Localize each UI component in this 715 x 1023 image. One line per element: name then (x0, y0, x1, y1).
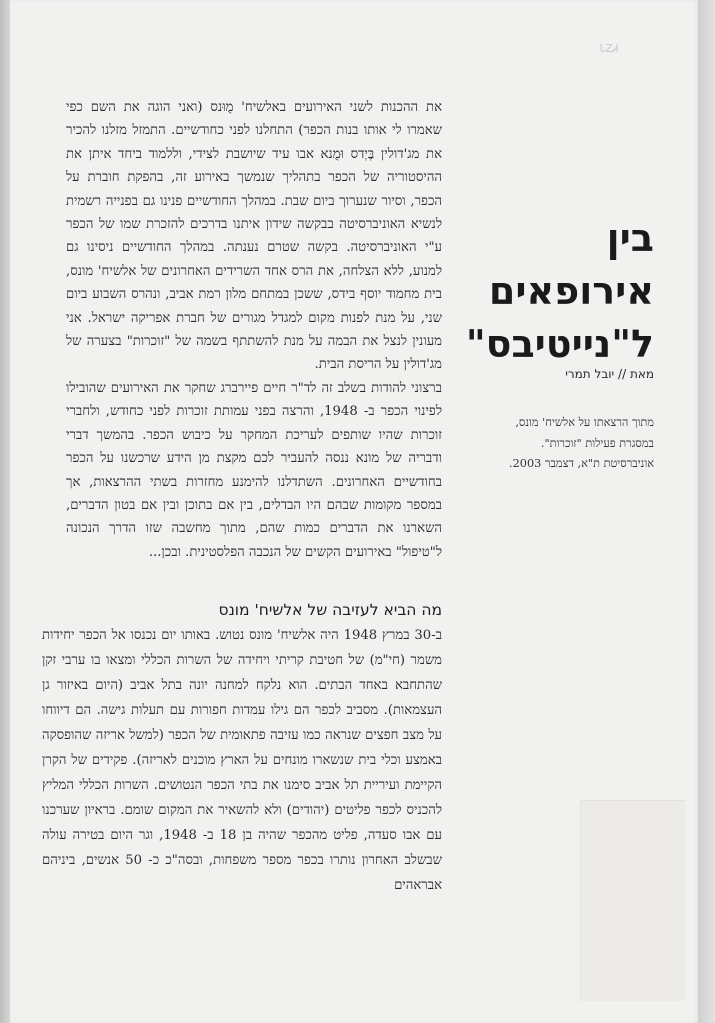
title-line-2: אירופאים (488, 269, 654, 313)
source-note-line-2: במסגרת פעילות "זוכרות". (540, 436, 654, 450)
source-note-line-3: אוניברסיטת ת"א, דצמבר 2003. (508, 457, 654, 470)
page-edge (698, 0, 715, 1023)
source-note (460, 413, 654, 475)
title-line-3: ל"נייטיבס" (465, 322, 654, 366)
running-header: ᏓᏃᏗ (600, 42, 619, 55)
section-heading: מה הביא לעזיבה של אלשיח' מונס (218, 601, 442, 619)
paragraph-history: ב-30 במרץ 1948 היה אלשיח' מונס נטוש. באותו יום נכנסו אל הכפר יחידות משמר (חי"מ) של חטיבת קריתי ויחידה של השרות הכללי ומצאו בו ערבי זקן שהתחבא באחד הבתים. הוא נלקח למחנה יונה בתל אביב (היום באיזור גן העצמאות). מסביב לכפר הם גילו עמדות חפורות עם תעלות גישה. הם דיווחו על מצב חפצים שנראה כמו עזיבה פתאומית של הכפר (למשל אריזה שהופסקה באמצע וכלי בית שנשארו מונחים על הארץ מוכנים לאריזה). פקידים של הקרן הקיימת ועיריית תל אביב סימנו את בתי הכפר הנטושים. השרות הכללי המליץ להכניס לכפר פליטים (יהודים) ולא להשאיר את המקום שומם. בראיון שערכנו עם אבו סעדה, פליט מהכפר שהיה בן 18 ב- 1948, וגר היום בטירה עולה שבשלב האחרון נותרו בכפר מספר משפחות, ובסה"כ כ- 50 אנשים, ביניהם אבראהים (42, 628, 442, 893)
source-note-line-1: מתוך הרצאתו על אלשיח' מונס, (515, 416, 654, 429)
paragraph-thanks: ברצוני להודות בשלב זה לד"ר חיים פיירברג שחקר את האירועים שהובילו לפינוי הכפר ב- 1948, והרצה בפני עמותת זוכרות לפני כחודש, ולחברי זוכרות שהיו שותפים לעריכת המחקר על כיבוש הכפר. בהמשך דברי ודבריה של מונא ננסה להעביר לכם מקצת מן הידע שרכשנו על הכפר בחודשיים האחרונים. השתדלנו להימנע מחזרות בשתי ההרצאות, אך במספר מקומות שבהם היו הבדלים, בין אם בתוכן ובין אם בטון הדברים, השארנו את הדברים כמות שהם, מתוך מחשבה שזו הדרך הנכונה ל"טיפול" באירועים הקשים של הנכבה הפלסטינית. ובכן... (66, 380, 442, 560)
article-main-column (66, 96, 442, 564)
paragraph-intro: את ההכנות לשני האירועים באלשיח' מֻוּנס (ואני הוגה את השם כפי שאמרו לי אותו בנות הכפר) התחלנו לפני כחודשיים. התמזל מזלנו להכיר את מג'דולין בֶּיְדס וּמֻנא אבו עיד שיושבת לצידי, וללמוד ביחד איתן את ההיסטוריה של הכפר בתהליך שנמשך באירוע זה, בהפקת חוברת על הכפר, וסיור שנערוך ביום שבת. במהלך החודשיים פנינו גם בפנייה רשמית לנשיא האוניברסיטה בבקשה שידון איתנו בדרכים להזכרת שמו של הכפר ע"י האוניברסיטה. בקשה שטרם נענתה. במהלך החודשיים ניסינו גם למנוע, ללא הצלחה, את הרס אחד השרידים האחרונים של אלשיח' מונס, בית מחמוד יוסף בידס, ששכן במתחם מלון רמת אביב, ונהרס השבוע ביום שני, על מנת לפנות מקום למגדל מגורים של חברת אפריקה ישראל. אני מעונין לנצל את הבמה על מנת להשתתף בשמה של "זוכרות" בצערה של מג'דולין על הריסת הבית. (66, 100, 442, 373)
author-byline: מאת // יובל תמרי (565, 367, 654, 381)
faint-image-bleed (580, 800, 685, 1001)
section-body (42, 623, 442, 898)
title-line-1: בין (606, 216, 654, 260)
article-title (465, 212, 654, 371)
